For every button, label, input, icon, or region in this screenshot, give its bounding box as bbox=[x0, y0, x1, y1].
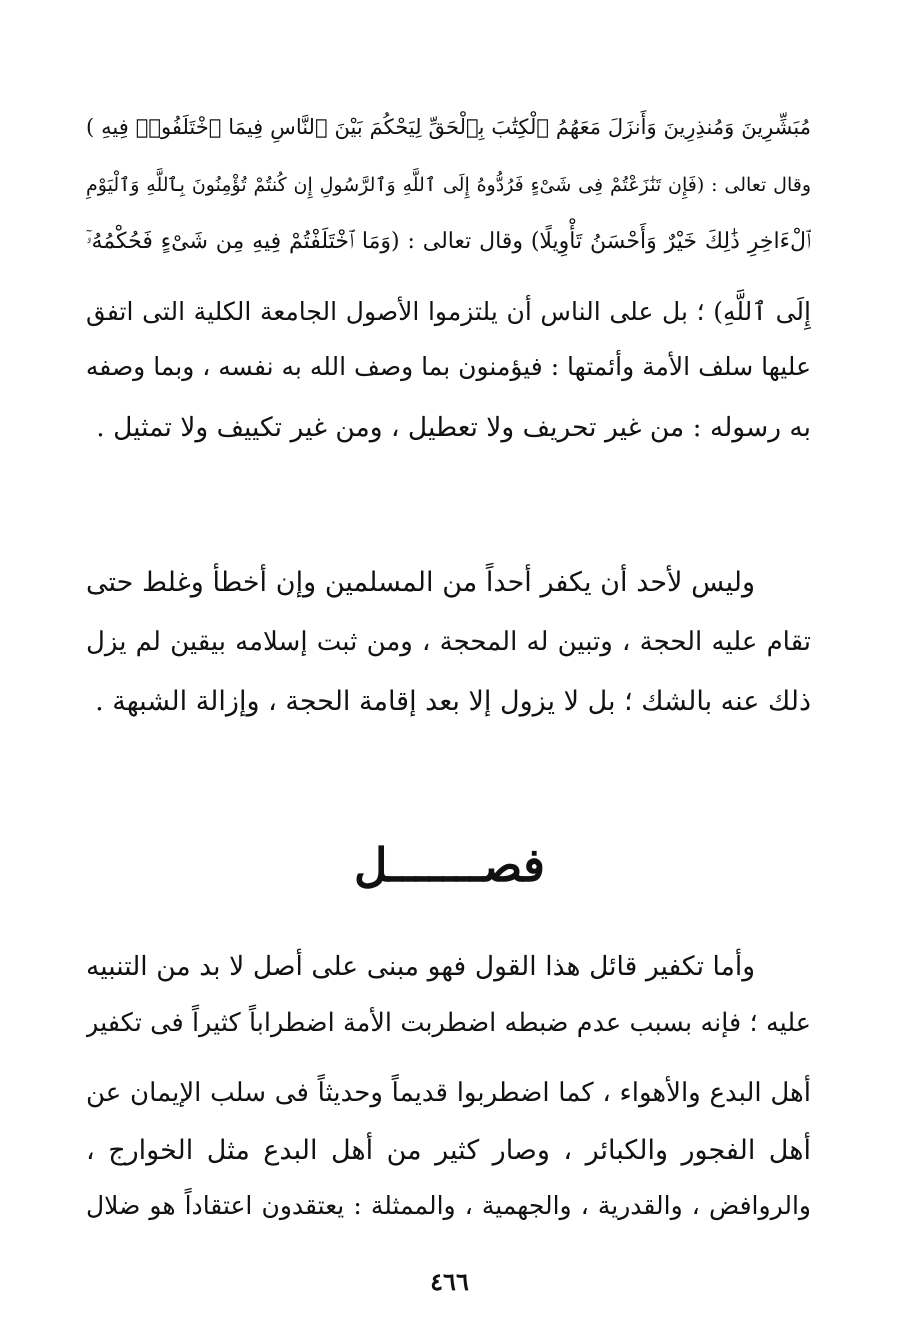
section-heading-text: فصـــــــل bbox=[353, 838, 546, 892]
text-line: وأما تكفير قائل هذا القول فهو مبنى على أصل لا بد من التنبيه bbox=[86, 951, 755, 982]
text-line: مُبَشِّرِينَ وَمُنذِرِينَ وَأَنزَلَ مَعَهُمُ ٱلْكِتَٰبَ بِٱلْحَقِّ لِيَحْكُمَ بَيْنَ ٱلنَّاسِ فِيمَا ٱخْتَلَفُوا۟ فِيهِ ) bbox=[86, 115, 811, 139]
text-line: أهل البدع والأهواء ، كما اضطربوا قديماً وحديثاً فى سلب الإيمان عن bbox=[86, 1078, 811, 1108]
text-line: ذلك عنه بالشك ؛ بل لا يزول إلا بعد إقامة الحجة ، وإزالة الشبهة . bbox=[95, 686, 811, 717]
text-line: وليس لأحد أن يكفر أحداً من المسلمين وإن أخطأ وغلط حتى bbox=[86, 567, 755, 598]
text-line: وقال تعالى : (فَإِن تَنَٰزَعْتُمْ فِى شَىْءٍ فَرُدُّوهُ إِلَى ٱللَّهِ وَٱلرَّسُولِ إِن كُنتُمْ تُؤْمِنُونَ بِٱللَّهِ وَٱلْيَوْمِ bbox=[86, 174, 811, 196]
text-line: ٱلْءَاخِرِ ذَٰلِكَ خَيْرٌ وَأَحْسَنُ تَأْوِيلًا) وقال تعالى : (وَمَا ٱخْتَلَفْتُمْ فِيهِ مِن شَىْءٍ فَحُكْمُهُۥٓ bbox=[86, 229, 811, 254]
text-line: تقام عليه الحجة ، وتبين له المحجة ، ومن ثبت إسلامه بيقين لم يزل bbox=[86, 627, 811, 657]
page-number: ٤٦٦ bbox=[430, 1267, 469, 1296]
text-line: والروافض ، والقدرية ، والجهمية ، والممثلة : يعتقدون اعتقاداً هو ضلال bbox=[86, 1191, 811, 1220]
text-line: عليها سلف الأمة وأئمتها : فيؤمنون بما وصف الله به نفسه ، وبما وصفه bbox=[86, 352, 811, 381]
text-line: به رسوله : من غير تحريف ولا تعطيل ، ومن غير تكييف ولا تمثيل . bbox=[96, 412, 811, 443]
text-line: إِلَى ٱللَّهِ) ؛ بل على الناس أن يلتزموا الأصول الجامعة الكلية التى اتفق bbox=[86, 297, 811, 326]
section-heading bbox=[0, 830, 899, 900]
text-line: عليه ؛ فإنه بسبب عدم ضبطه اضطربت الأمة اضطراباً كثيراً فى تكفير bbox=[86, 1008, 811, 1038]
text-line: أهل الفجور والكبائر ، وصار كثير من أهل البدع مثل الخوارج ، bbox=[86, 1135, 811, 1166]
